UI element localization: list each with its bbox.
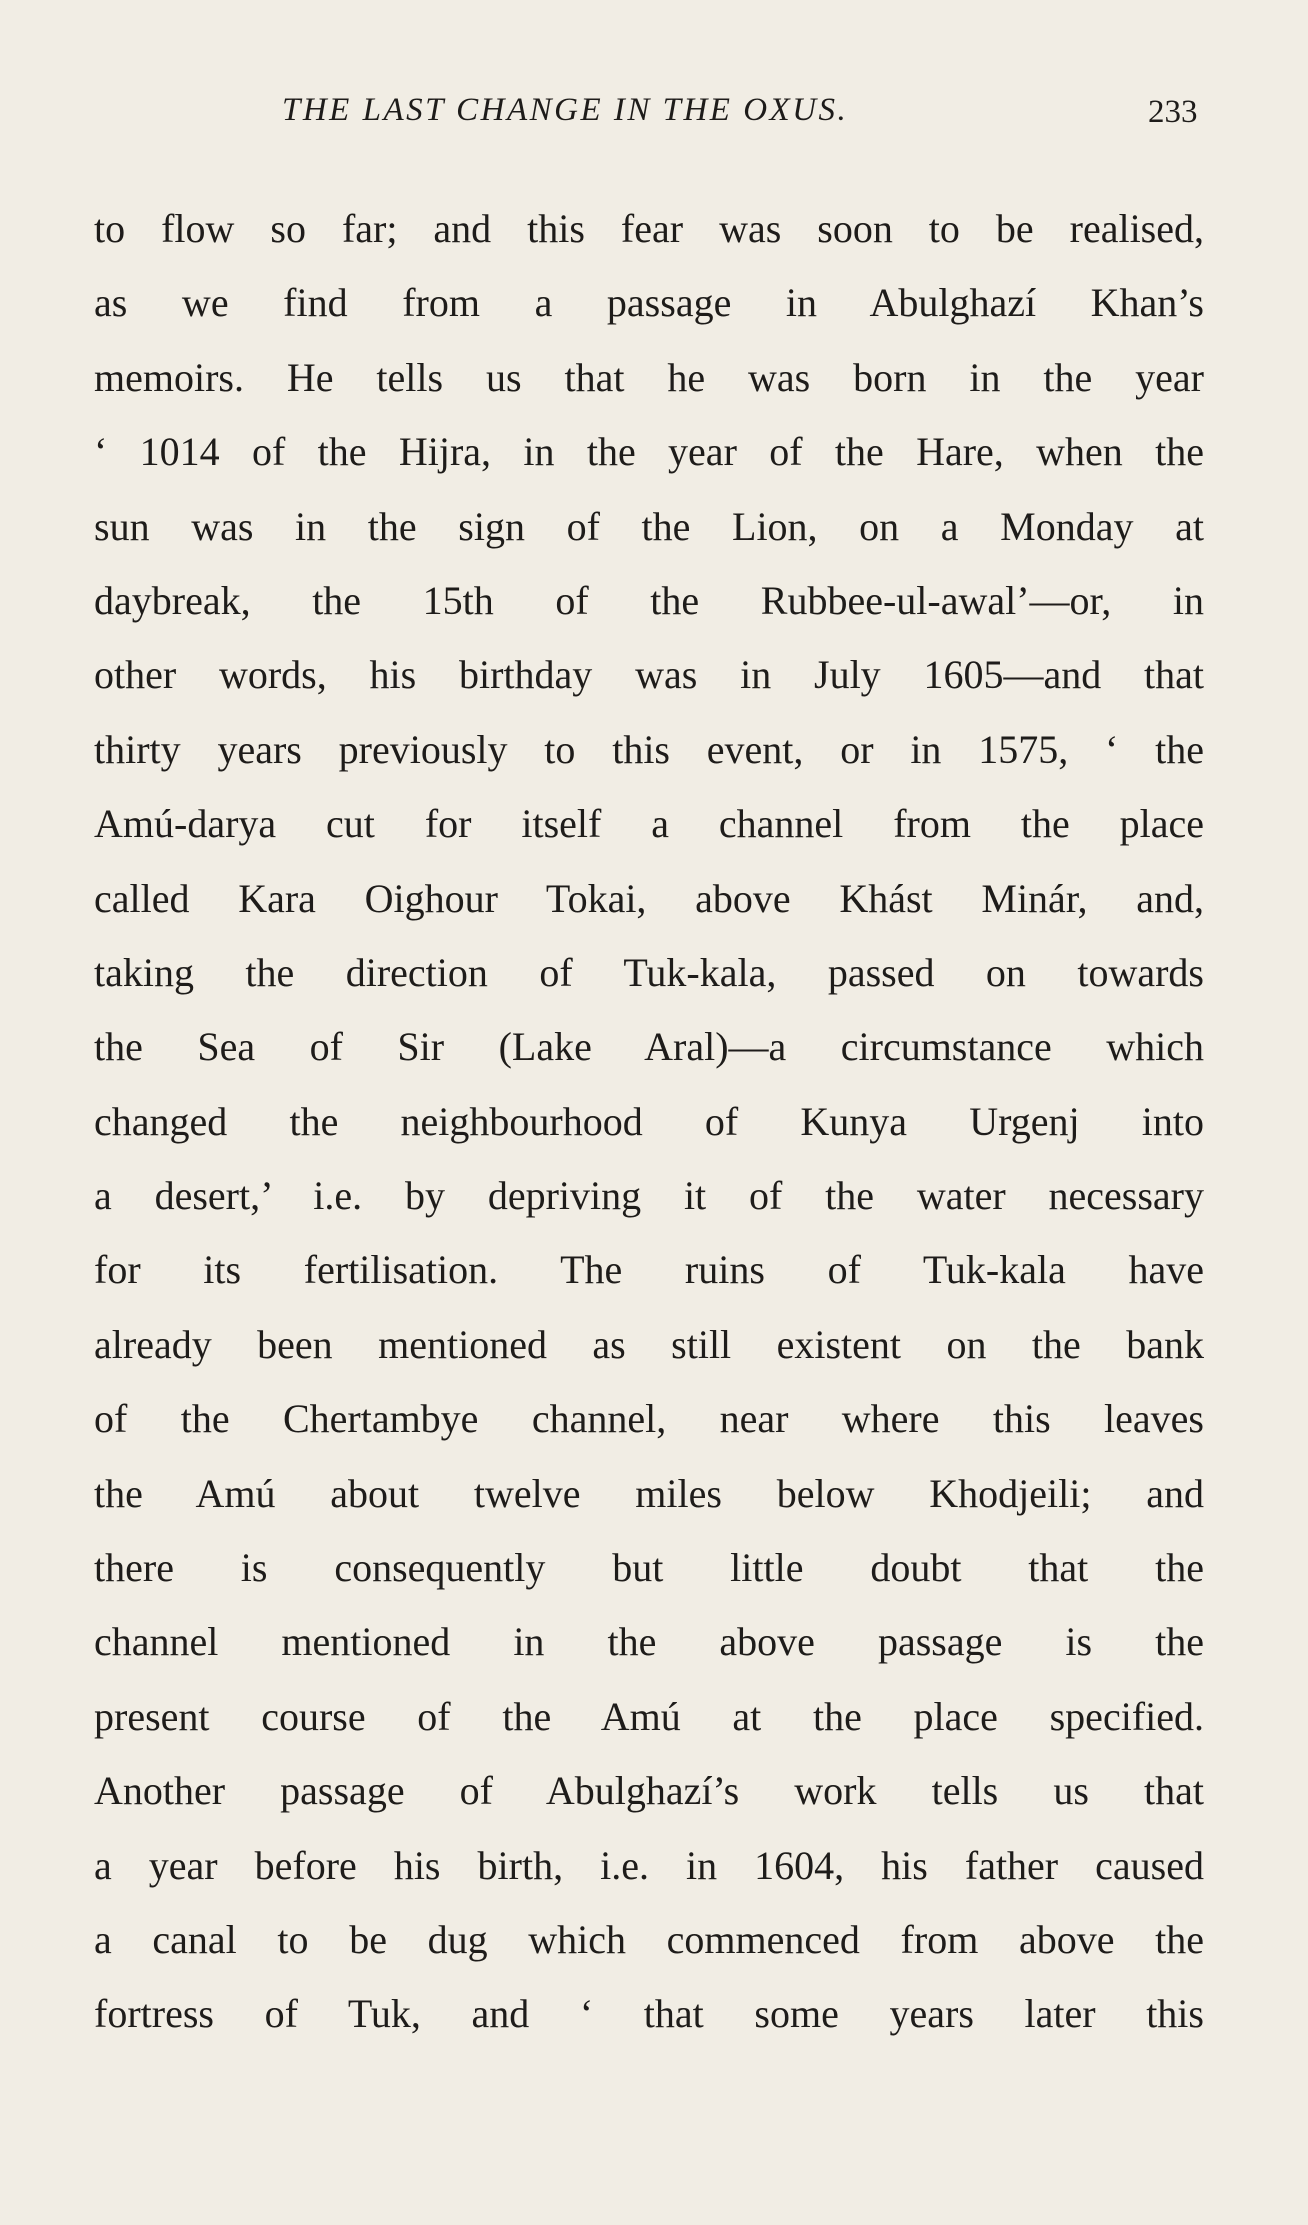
text-line: present course of the Amú at the place specified. xyxy=(94,1693,1204,1739)
text-line: Amú-darya cut for itself a channel from the place xyxy=(94,801,1204,847)
text-line: to flow so far; and this fear was soon to be realised, xyxy=(94,206,1204,251)
text-line: already been mentioned as still existent on the bank xyxy=(94,1321,1204,1367)
text-line: memoirs. He tells us that he was born in the year xyxy=(94,354,1204,400)
text-line: for its fertilisation. The ruins of Tuk-kala have xyxy=(94,1247,1204,1293)
text-line: called Kara Oighour Tokai, above Khást Minár, and, xyxy=(94,875,1204,921)
text-line: Another passage of Abulghazí’s work tells us that xyxy=(94,1768,1204,1814)
text-line: taking the direction of Tuk-kala, passed on towards xyxy=(94,949,1204,995)
text-line: channel mentioned in the above passage is the xyxy=(94,1619,1204,1665)
text-line: sun was in the sign of the Lion, on a Monday at xyxy=(94,503,1204,549)
text-line: changed the neighbourhood of Kunya Urgenj into xyxy=(94,1098,1204,1144)
text-line: a canal to be dug which commenced from above the xyxy=(94,1916,1204,1962)
text-line: as we find from a passage in Abulghazí Khan’s xyxy=(94,280,1204,326)
running-title: THE LAST CHANGE IN THE OXUS. xyxy=(282,92,849,128)
text-line: other words, his birthday was in July 1605—and that xyxy=(94,652,1204,698)
text-line: ‘ 1014 of the Hijra, in the year of the Hare, when the xyxy=(94,429,1204,475)
text-line: the Sea of Sir (Lake Aral)—a circumstance which xyxy=(94,1024,1204,1070)
text-line: a desert,’ i.e. by depriving it of the water necessary xyxy=(94,1173,1204,1219)
text-line: thirty years previously to this event, or in 1575, ‘ the xyxy=(94,726,1204,772)
text-line: daybreak, the 15th of the Rubbee-ul-awal’—or, in xyxy=(94,577,1204,623)
text-line: the Amú about twelve miles below Khodjeili; and xyxy=(94,1470,1204,1516)
text-line: a year before his birth, i.e. in 1604, his father caused xyxy=(94,1842,1204,1888)
text-line: there is consequently but little doubt that the xyxy=(94,1545,1204,1591)
running-head xyxy=(0,92,1308,142)
text-line: of the Chertambye channel, near where this leaves xyxy=(94,1396,1204,1442)
body-text xyxy=(94,192,1204,2052)
page-number: 233 xyxy=(1148,94,1198,130)
text-line: fortress of Tuk, and ‘ that some years later this xyxy=(94,1991,1204,2037)
